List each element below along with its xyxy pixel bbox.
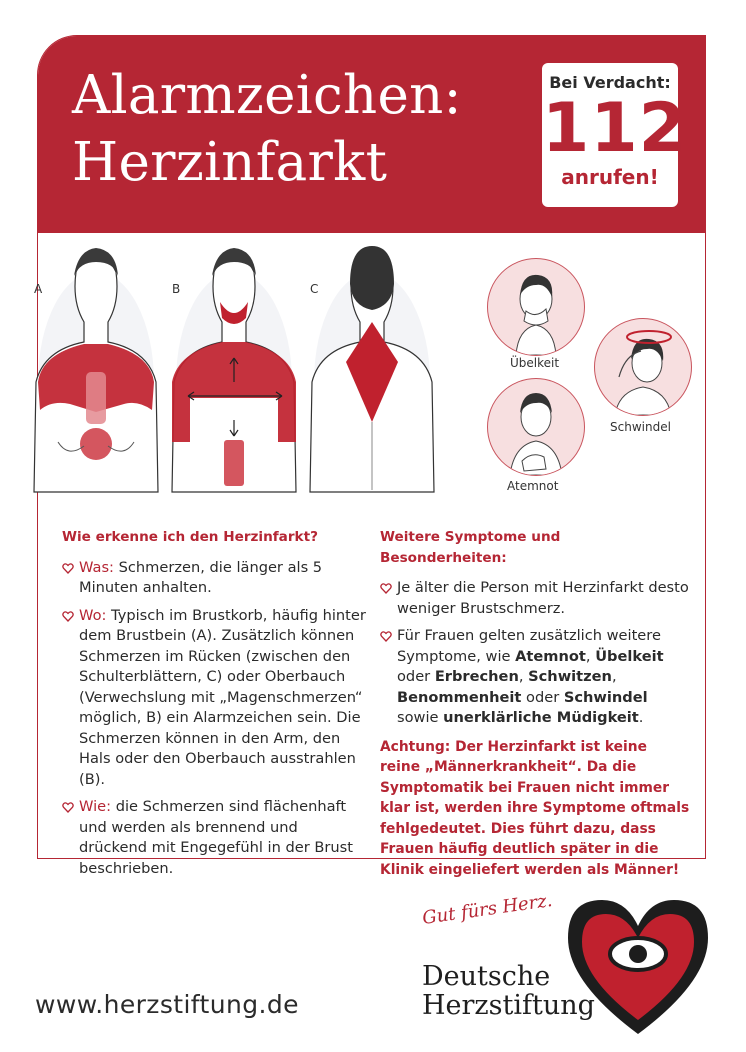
dizziness-face-icon <box>595 319 691 415</box>
breathlessness-illustration <box>487 378 585 476</box>
further-symptoms-heading: Weitere Symptome und Besonderheiten: <box>380 529 561 566</box>
heart-bullet-icon <box>62 562 74 574</box>
recognition-section <box>62 527 367 886</box>
women-text: , <box>611 668 617 685</box>
figure-c <box>304 232 440 502</box>
heart-bullet-icon <box>380 630 392 642</box>
list-item-age <box>380 578 690 619</box>
how-key: Wie: <box>79 798 112 815</box>
title-line-2: Herzinfarkt <box>72 132 388 193</box>
recognition-heading: Wie erkenne ich den Herzinfarkt? <box>62 529 318 545</box>
women-text: , <box>585 647 596 665</box>
symptom-term: Schwitzen <box>528 668 612 685</box>
back-torso-c-illustration <box>304 232 440 502</box>
pain-area-illustrations <box>18 232 438 502</box>
list-item-where <box>62 606 367 791</box>
symptom-term: Erbrechen <box>434 668 519 685</box>
figure-b-label: B <box>172 282 181 296</box>
where-text: Typisch im Brustkorb, häufig hinter dem Brustbein (A). Zusätzlich können Schmerzen im Rücken (zwischen den Schulterblättern, C) oder Oberbauch (Verwechslung mit „Magenschmerzen“ möglich, B) ein Alarmzeichen sein. Die Schmerzen können in den Arm, den Hals oder den Oberbauch ausstrahlen (B). <box>79 606 366 788</box>
breathlessness-label: Atemnot <box>507 479 559 493</box>
list-item-women <box>380 626 690 729</box>
figure-c-label: C <box>310 282 319 296</box>
list-item-how <box>62 797 367 879</box>
symptom-term: Atemnot <box>515 647 586 665</box>
figure-a <box>28 232 164 502</box>
organization-name <box>422 962 595 1020</box>
org-line-1: Deutsche <box>422 961 551 992</box>
warning-text: Achtung: Der Herzinfarkt ist keine reine „Männerkrankheit“. Da die Symptomatik bei Frauen nicht immer klar ist, werden ihre Symptome oftmals fehlgedeutet. Dies führt dazu, dass Frauen häufig deutlich später in die Klinik eingeliefert werden als Männer! <box>380 738 690 878</box>
what-key: Was: <box>79 558 114 576</box>
symptom-term: unerklärliche Müdigkeit <box>443 709 639 726</box>
heart-bullet-icon <box>62 801 74 813</box>
women-text: . <box>638 709 644 726</box>
heart-bullet-icon <box>380 582 392 594</box>
symptom-term: Benommenheit <box>397 688 522 706</box>
what-text: Schmerzen, die länger als 5 Minuten anhalten. <box>79 558 323 596</box>
figure-a-label: A <box>34 282 43 296</box>
women-text: sowie <box>397 709 444 726</box>
title-line-1: Alarmzeichen: <box>72 65 462 126</box>
emergency-number: 112 <box>542 89 687 168</box>
where-key: Wo: <box>79 606 107 624</box>
nausea-label: Übelkeit <box>510 356 560 370</box>
breathlessness-face-icon <box>488 379 584 475</box>
call-line-1: Bei Verdacht: <box>549 73 671 92</box>
women-text: oder <box>521 688 564 706</box>
heart-bullet-icon <box>62 610 74 622</box>
age-text: Je älter die Person mit Herzinfarkt desto weniger Brustschmerz. <box>397 579 689 617</box>
front-torso-b-illustration <box>166 232 302 502</box>
header-banner <box>38 36 705 233</box>
how-text: die Schmerzen sind flächenhaft und werden als brennend und drückend mit Engegefühl in der Brust beschrieben. <box>79 798 353 877</box>
list-item-what <box>62 558 367 599</box>
figure-b <box>166 232 302 502</box>
call-line-3: anrufen! <box>561 165 659 189</box>
website-link[interactable]: www.herzstiftung.de <box>35 990 299 1019</box>
women-text: , <box>518 668 529 685</box>
symptom-term: Übelkeit <box>595 647 664 665</box>
dizziness-illustration <box>594 318 692 416</box>
nausea-illustration <box>487 258 585 356</box>
nausea-face-icon <box>488 259 584 355</box>
women-text: oder <box>397 668 435 685</box>
slogan: Gut fürs Herz. <box>421 889 554 929</box>
page-title <box>72 62 462 196</box>
symptom-term: Schwindel <box>563 688 648 706</box>
further-symptoms-section <box>380 527 690 880</box>
dizziness-label: Schwindel <box>610 420 671 434</box>
women-text: Für Frauen gelten zusätzlich weitere Symptome, wie <box>397 627 661 665</box>
front-torso-a-illustration <box>28 232 164 502</box>
emergency-call-box <box>542 63 687 207</box>
org-line-2: Herzstiftung <box>422 990 595 1021</box>
